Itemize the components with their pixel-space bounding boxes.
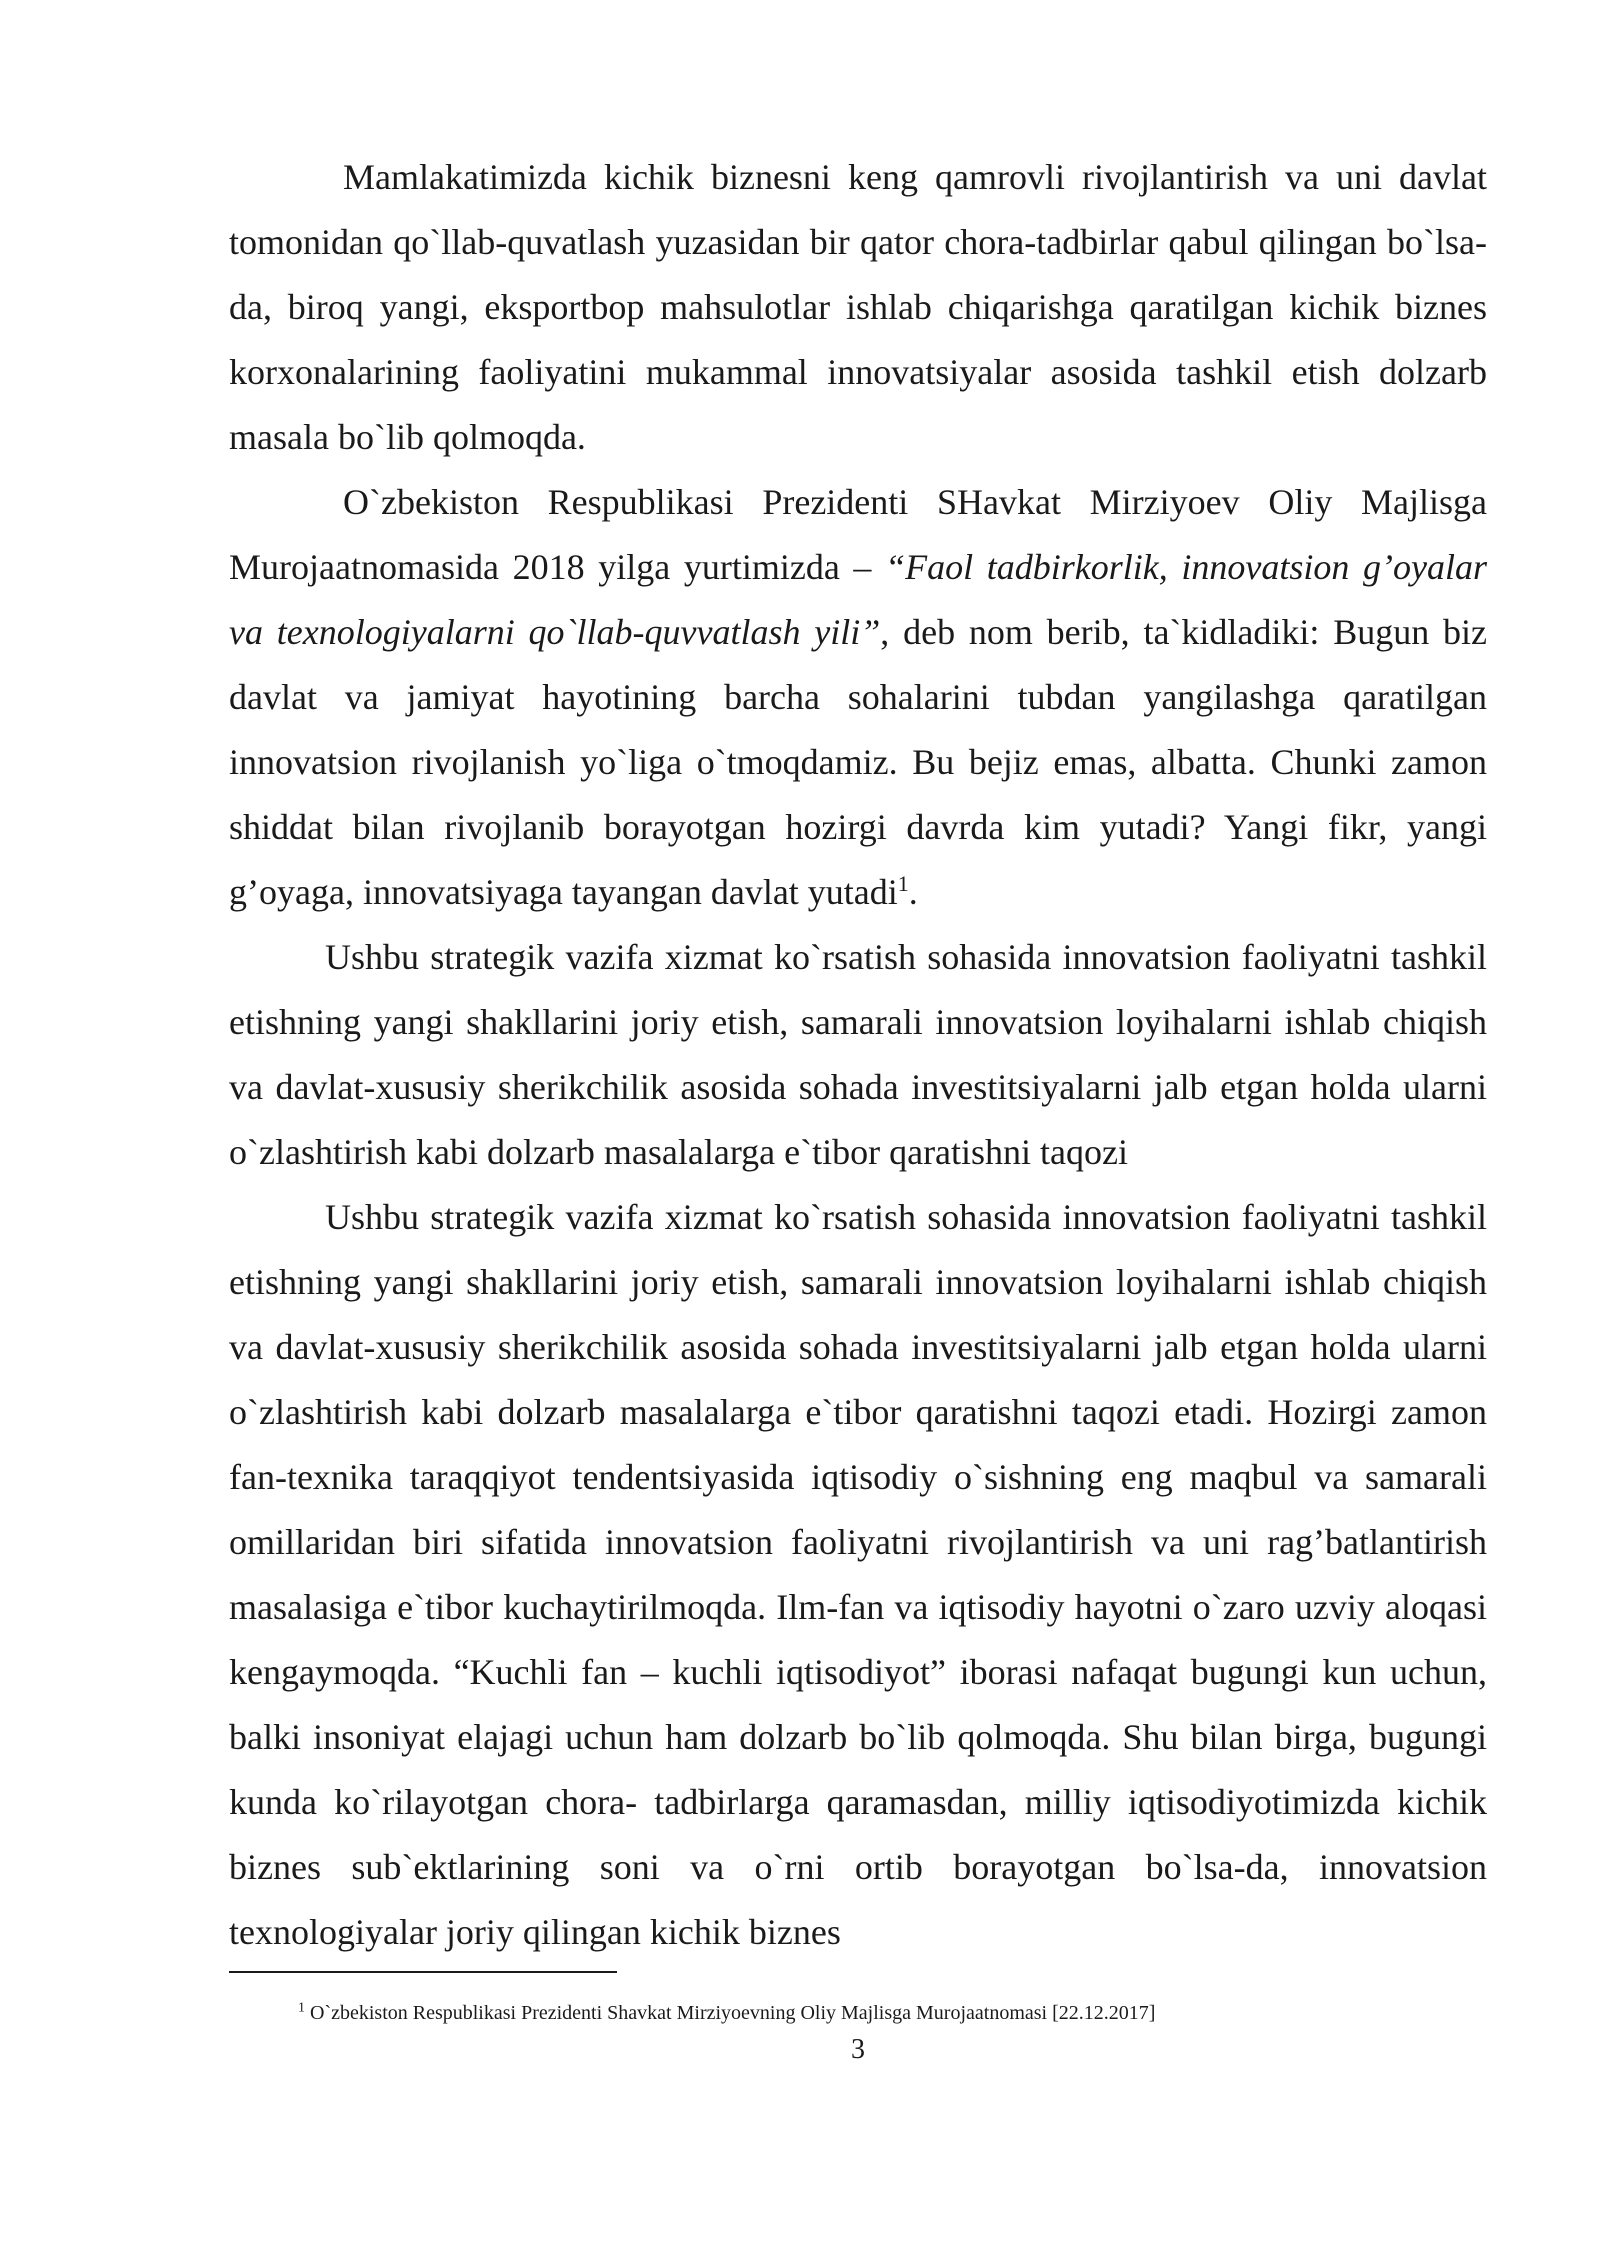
footnote-number: 1 [298, 2000, 305, 2016]
body-text [229, 145, 1487, 1965]
footnote [298, 2000, 1498, 2026]
footnote-separator [229, 1971, 617, 1973]
year-name-quote: “Faol tadbirkorlik, innovatsion g’oyalar va texnologiyalarni qo`llab-quvvatlash yili” [229, 547, 1487, 652]
paragraph-2-end: , deb nom berib, ta`kidladiki: Bugun biz davlat va jamiyat hayotining barcha sohalarini tubdan yangilashga qaratilgan innovatsion rivojlanish yo`liga o`tmoqdamiz. Bu bejiz emas, albatta. Chunki zamon shiddat bilan rivojlanib borayotgan hozirgi davrda kim yutadi? Yangi fikr, yangi g’oyaga, innovatsiyaga tayangan davlat yutadi [229, 612, 1487, 912]
footnote-reference[interactable]: 1 [897, 871, 909, 896]
footnote-text: O`zbekiston Respublikasi Prezidenti Shavkat Mirziyoevning Oliy Majlisga Murojaatnomasi [22.12.2017] [305, 2002, 1156, 2024]
paragraph-2-start: O`zbekiston Respublikasi Prezidenti SHavkat Mirziyoev Oliy Majlisga Murojaatnomasida 2018 yilga yurtimizda – [229, 482, 1487, 587]
paragraph-2 [229, 470, 1487, 925]
paragraph-1: Mamlakatimizda kichik biznesni keng qamrovli rivojlantirish va uni davlat tomonidan qo`llab-quvatlash yuzasidan bir qator chora-tadbirlar qabul qilingan bo`lsa-da, biroq yangi, eksportbop mahsulotlar ishlab chiqarishga qaratilgan kichik biznes korxonalarining faoliyatini mukammal innovatsiyalar asosida tashkil etish dolzarb masala bo`lib qolmoqda. [229, 157, 1487, 457]
paragraph-4: Ushbu strategik vazifa xizmat ko`rsatish sohasida innovatsion faoliyatni tashkil etishning yangi shakllarini joriy etish, samarali innovatsion loyihalarni ishlab chiqish va davlat-xususiy sherikchilik asosida sohada investitsiyalarni jalb etgan holda ularni o`zlashtirish kabi dolzarb masalalarga e`tibor qaratishni taqozi etadi. Hozirgi zamon fan-texnika taraqqiyot tendentsiyasida iqtisodiy o`sishning eng maqbul va samarali omillaridan biri sifatida innovatsion faoliyatni rivojlantirish va uni rag’batlantirish masalasiga e`tibor kuchaytirilmoqda. Ilm-fan va iqtisodiy hayotni o`zaro uzviy aloqasi kengaymoqda. “Kuchli fan – kuchli iqtisodiyot” iborasi nafaqat bugungi kun uchun, balki insoniyat elajagi uchun ham dolzarb bo`lib qolmoqda. Shu bilan birga, bugungi kunda ko`rilayotgan chora- tadbirlarga qaramasdan, milliy iqtisodiyotimizda kichik biznes sub`ektlarining soni va o`rni ortib borayotgan bo`lsa-da, innovatsion texnologiyalar joriy qilingan kichik biznes [229, 1197, 1487, 1952]
page-number: 3 [851, 2034, 865, 2065]
paragraph-3: Ushbu strategik vazifa xizmat ko`rsatish sohasida innovatsion faoliyatni tashkil etishning yangi shakllarini joriy etish, samarali innovatsion loyihalarni ishlab chiqish va davlat-xususiy sherikchilik asosida sohada investitsiyalarni jalb etgan holda ularni o`zlashtirish kabi dolzarb masalalarga e`tibor qaratishni taqozi [229, 937, 1487, 1172]
paragraph-2-tail: . [908, 872, 918, 912]
